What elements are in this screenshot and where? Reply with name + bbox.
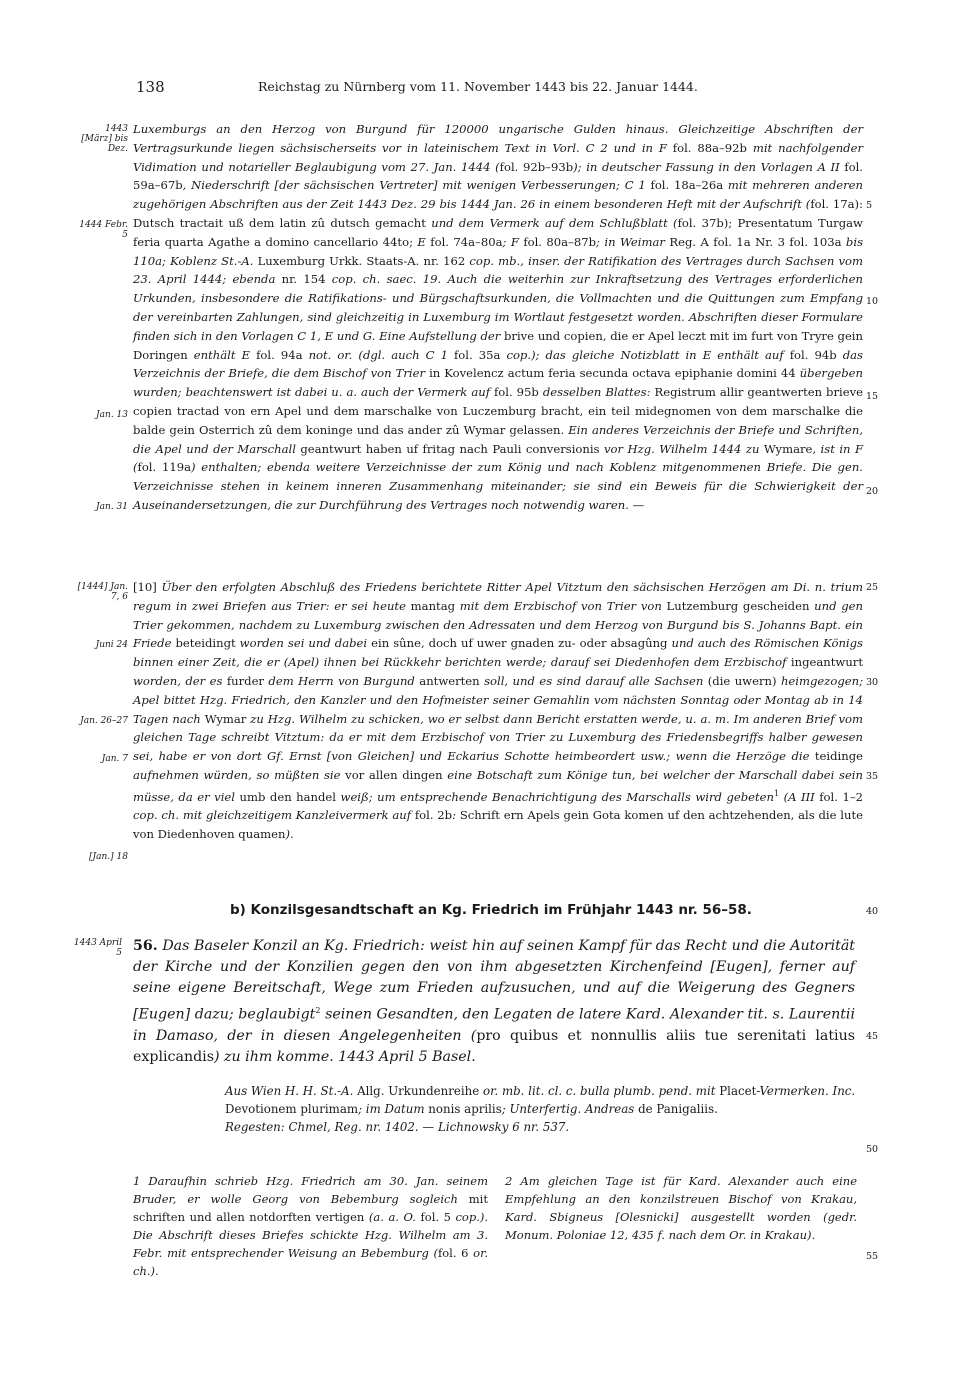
text-upright: pro quibus et nonnullis aliis tue serenitati latius explicandis <box>133 1027 856 1065</box>
line-number: 25 <box>866 582 879 593</box>
text-upright: furder <box>226 673 264 688</box>
text-italic: 1 Daraufhin schrieb Hzg. Friedrich am 30. Jan. seinem Bruder, er wolle Georg von Bebemburg sogleich <box>133 1174 488 1206</box>
text-upright: Devotionem plurimam <box>225 1102 359 1116</box>
text-italic: mit nachfolgender Vidimation und notarieller Beglaubigung vom 27. Jan. 1444 ( <box>133 140 863 174</box>
text-upright: geantwurt haben uf fritag nach Pauli conversionis <box>300 441 600 456</box>
text-italic: ; Unterfertig. Andreas <box>501 1102 639 1116</box>
footnote-2 <box>505 1172 857 1244</box>
text-italic: desselben Blattes: <box>538 385 655 400</box>
source-notes <box>225 1082 857 1136</box>
text-italic: Das Baseler Konzil an Kg. Friedrich: weist hin auf seinen Kampf für das Recht und die Autorität der Kirche und der Konzilien gegen den von ihm abgesetzten Kirchenfeind [Eugen], ferner auf seine eigene Bereitschaft, Wege zum Frieden aufzusuchen, und auf die Weigerung des Gegners [Eugen] dazu; beglaubigt <box>133 938 856 1023</box>
text-upright: Reg. A fol. 1a Nr. 3 fol. 103a <box>669 234 842 249</box>
text-upright: Luxemburg Urkk. Staats-A. nr. 162 <box>257 253 466 268</box>
regesten-line: Regesten: Chmel, Reg. nr. 1402. — Lichnowsky 6 nr. 537. <box>225 1120 570 1134</box>
text-italic: not. or. (dgl. auch C 1 <box>302 347 454 362</box>
text-upright: fol. 59a–67b <box>133 159 863 193</box>
text-upright: mantag <box>410 598 456 613</box>
text-upright: Allg. Urkundenreihe <box>357 1084 480 1098</box>
text-upright: fol. 94a <box>256 347 303 362</box>
text-italic: vor Hzg. Wilhelm 1444 zu <box>599 441 764 456</box>
text-upright: fol. 119a <box>137 460 191 475</box>
text-italic: cop. mb., inser. der Ratifikation des Vertrages durch Sachsen vom 23. April 1444; ebenda <box>133 253 863 287</box>
text-upright: Lutzemburg gescheiden <box>666 598 810 613</box>
commentary-paragraph <box>133 578 863 844</box>
text-italic: ; im Datum <box>358 1102 429 1116</box>
text-upright: brive und copien, die er Apel leczt mit im furt von Tryre gein Doringen <box>133 328 863 362</box>
margin-note: Jan. 7 <box>101 754 128 764</box>
commentary-block <box>133 578 863 844</box>
text-upright: (die uwern) <box>707 673 777 688</box>
text-italic: or. ch.). <box>133 1246 488 1278</box>
text-italic: heimgezogen; Apel bittet Hzg. Friedrich, den Kanzler und den Hofmeister seiner Gemahlin vom nächsten Sonntag oder Montag ab in 14 Tagen nach <box>133 673 863 726</box>
text-upright: fol. 17a): Dutsch tractait uß dem latin zû dutsch gemacht <box>133 197 863 230</box>
text-upright: ein sûne, doch uf uwer gnaden zu- oder absagûng <box>371 636 668 651</box>
margin-note: 1443 [März] bis Dez. <box>81 124 128 154</box>
text-upright: Registrum allir geantwerten brieve copien tractad von ern Apel und dem marschalke von Luczemburg bracht, ein teil midegnomen von dem marschalke die balde gein Osterrich zû dem koninge und das ander zû Wymar gelassen. <box>133 385 863 437</box>
text-upright: fol. 37b); Presentatum Turgaw feria quarta Agathe a domino cancellario 44to; <box>133 215 863 249</box>
text-italic: eine Botschaft zum Könige tun, bei welcher der Marschall dabei sein müsse, da er viel <box>133 767 863 804</box>
text-upright: fol. 2b <box>414 808 453 823</box>
text-upright: vor allen dingen <box>345 767 443 782</box>
text-upright: fol. 88a–92b <box>672 140 747 155</box>
margin-note: Juni 24 <box>95 640 128 650</box>
text-upright: umb den handel <box>239 789 337 804</box>
text-italic: Aus Wien H. H. St.-A. <box>225 1084 358 1098</box>
text-italic: or. mb. lit. cl. c. bulla plumb. pend. mit <box>479 1084 720 1098</box>
text-upright: Wymar <box>204 711 247 726</box>
text-italic: ); in deutscher Fassung in den Vorlagen A II <box>573 159 845 174</box>
text-italic: -Vermerken. Inc. <box>756 1084 856 1098</box>
line-number: 35 <box>866 771 879 782</box>
text-italic: Ein anderes Verzeichnis der Briefe und Schriften, die Apel und der Marschall <box>133 422 863 456</box>
text-italic: cop. ch. saec. 19. Auch die weiterhin zur Inkraftsetzung des Vertrages erforderlichen Urkunden, insbesondere die Ratifikations- und Bürgschaftsurkunden, die Vollmachten und die Quittungen zum Empfang der vereinbarten Zahlungen, sind gleichzeitig in Luxemburg im Wortlaut festgesetzt worden. Abschriften dieser Formulare finden sich in den Vorlagen C 1, E und G. Eine Aufstellung der <box>133 272 863 343</box>
text-upright: fol. 95b <box>494 385 539 400</box>
text-italic: dem Herrn von Burgund <box>263 673 420 688</box>
text-upright: fol. 6 <box>437 1246 469 1260</box>
text-italic: soll, und es sind darauf alle Sachsen <box>479 673 708 688</box>
text-italic: weiß; um entsprechende Benachrichtigung des Marschalls wird gebeten <box>336 789 774 804</box>
text-upright: fol. 92b–93b <box>499 159 574 174</box>
text-upright: antwerten <box>419 673 480 688</box>
text-upright: fol. 35a <box>454 347 501 362</box>
text-italic: worden, der es <box>133 673 227 688</box>
text-upright: mit schriften und allen notdorften vertigen <box>133 1192 488 1224</box>
commentary-paragraph <box>133 120 863 515</box>
text-upright: fol. 80a–87b <box>523 234 597 249</box>
section-heading: b) Konzilsgesandtschaft an Kg. Friedrich im Frühjahr 1443 nr. 56–58. <box>230 902 752 918</box>
margin-note: Jan. 26–27 <box>80 716 128 726</box>
margin-note: Jan. 31 <box>96 502 128 512</box>
text-italic: cop.). Die Abschrift dieses Briefes schickte Hzg. Wilhelm am 3. Febr. mit entsprechender Weisung an Bebemburg ( <box>133 1210 488 1260</box>
text-italic: übergeben wurden; beachtenswert ist dabei u. a. auch der Vermerk auf <box>133 366 864 400</box>
text-upright: nonis aprilis <box>428 1102 502 1116</box>
line-number: 10 <box>866 296 879 307</box>
text-upright: fol. 5 <box>420 1210 451 1224</box>
text-italic: cop. ch. mit gleichzeitigem Kanzleivermerk auf <box>133 808 415 823</box>
text-italic: zu Hzg. Wilhelm zu schicken, wo er selbst dann Bericht erstatten werde, u. a. m. Im anderen Brief vom gleichen Tage schreibt Vitztum: da er mit dem Erzbischof von Trier zu Luxemburg des Friedensbegriffs halber gewesen sei, habe er von dort Gf. Ernst [von Gleichen] und Eckarius Schotte heimbeordert usw.; wenn die Herzöge die <box>133 711 863 764</box>
source-line <box>225 1082 857 1118</box>
text-upright: in Kovelencz actum feria secunda octava epiphanie domini 44 <box>429 366 796 381</box>
margin-note: 1443 April 5 <box>73 938 122 958</box>
text-italic: ). <box>285 827 294 842</box>
text-italic: bis 110a; Koblenz St.-A. <box>133 234 864 268</box>
footnote-ref[interactable]: 2 <box>315 1005 321 1015</box>
text-italic: das Verzeichnis der Briefe, die dem Bischof von Trier <box>133 347 863 381</box>
text-italic: Über den erfolgten Abschluß des Friedens berichtete Ritter Apel Vitztum den sächsischen Herzögen am Di. n. trium regum in zwei Briefen aus Trier: er sei heute <box>133 580 863 613</box>
text-italic: : <box>452 808 460 823</box>
text-upright: de Panigaliis. <box>638 1102 718 1116</box>
line-number: 45 <box>866 1031 879 1042</box>
text-italic: und gen Trier gekommen, nachdem zu Luxemburg zwischen den Adressaten und dem Herzog von Burgund bis S. Johanns Bapt. ein Friede <box>133 598 863 651</box>
text-italic: enthält E <box>187 347 257 362</box>
document-number: 56. <box>133 938 158 954</box>
line-number: 55 <box>866 1251 879 1262</box>
line-number: 5 <box>866 200 873 211</box>
page-header <box>136 78 816 102</box>
footnote-text <box>133 1172 488 1280</box>
text-italic: ) enthalten; ebenda weitere Verzeichnisse der zum König und nach Koblenz mitgenommenen Briefe. Die gen. Verzeichnisse stehen in keinem inneren Zusammenhang miteinander; sie sind ein Beweis für die Schwierigkeit der Auseinandersetzungen, die zur Durchführung des Vertrages noch notwendig waren. — <box>133 460 863 512</box>
footnote-1 <box>133 1172 488 1280</box>
text-italic: ; F <box>502 234 524 249</box>
text-italic: cop.); das gleiche Notizblatt in E enthält auf <box>500 347 790 362</box>
text-italic: , Niederschrift [der sächsischen Vertreter] mit wenigen Verbesserungen; C 1 <box>182 178 651 193</box>
line-number: 20 <box>866 486 879 497</box>
text-italic: aufnehmen würden, so müßten sie <box>133 767 346 782</box>
text-upright: fol. 94b <box>789 347 837 362</box>
text-upright: beteidingt <box>175 636 236 651</box>
text-italic: Luxemburgs an den Herzog von Burgund für 120000 ungarische Gulden hinaus. Gleichzeitige Abschriften der Vertragsurkunde liegen sächsischerseits vor in lateinischem Text in Vorl. C 2 und in F <box>133 122 863 155</box>
text-italic: ) zu ihm komme. 1443 April 5 Basel. <box>214 1048 476 1065</box>
line-number: 50 <box>866 1144 879 1155</box>
margin-note: Jan. 13 <box>96 410 128 420</box>
running-title: Reichstag zu Nürnberg vom 11. November 1443 bis 22. Januar 1444. <box>258 79 698 94</box>
text-italic: und dem Vermerk auf dem Schlußblatt ( <box>425 215 678 230</box>
document-entry <box>133 936 855 1068</box>
line-number: 40 <box>866 906 879 917</box>
text-upright: fol. 1–2 <box>819 789 863 804</box>
text-upright: nr. 154 <box>281 272 326 287</box>
margin-note: [Jan.] 18 <box>89 852 128 862</box>
text-upright: Placet <box>719 1084 757 1098</box>
footnote-text: 2 Am gleichen Tage ist für Kard. Alexander auch eine Empfehlung an den konzilstreuen Bischof von Krakau, Kard. Sbigneus [Olesnicki] ausgestellt worden (gedr. Monum. Poloniae 12, 435 f. nach dem Or. in Krakau). <box>505 1174 857 1242</box>
text-italic: und auch des Römischen Königs binnen einer Zeit, die er (Apel) ihnen bei Rückkehr berichten werde; darauf sei Diedenhofen dem Erzbischof <box>133 636 864 670</box>
text-upright: fol. 18a–26a <box>650 178 724 193</box>
text-upright: Schrift ern Apels gein Gota komen uf den achtzehenden, als die lute von Diedenhoven quamen <box>133 808 864 842</box>
text-italic: E <box>412 234 431 249</box>
text-italic: (a. a. O. <box>364 1210 421 1224</box>
line-number: 30 <box>866 677 879 688</box>
commentary-block <box>133 120 863 515</box>
margin-note: 1444 Febr. 5 <box>79 220 128 240</box>
text-italic: ; in Weimar <box>596 234 670 249</box>
line-number: 15 <box>866 391 879 402</box>
text-upright: [10] <box>133 580 162 594</box>
text-upright: fol. 74a–80a <box>430 234 503 249</box>
text-italic: worden sei und dabei <box>235 636 372 651</box>
text-italic: seinen Gesandten, den Legaten de latere Kard. Alexander tit. s. Laurentii in Damaso, der in diesen Angelegenheiten ( <box>133 1006 856 1044</box>
footnote-ref[interactable]: 1 <box>774 788 780 798</box>
text-italic: mit dem Erzbischof von Trier von <box>455 598 667 613</box>
page-number: 138 <box>136 78 165 96</box>
text-italic: (A III <box>779 789 820 804</box>
margin-note: [1444] Jan. 7, 6 <box>77 582 128 602</box>
text-italic: , ist in F ( <box>133 441 864 475</box>
text-upright: ingeantwurt <box>790 655 863 670</box>
text-italic: mit mehreren anderen zugehörigen Abschriften aus der Zeit 1443 Dez. 29 bis 1444 Jan. 26 in einem besonderen Heft mit der Aufschrift ( <box>133 178 863 212</box>
text-upright: teidinge <box>814 749 863 764</box>
text-upright: Wymare <box>763 441 813 456</box>
document-summary <box>133 936 855 1068</box>
